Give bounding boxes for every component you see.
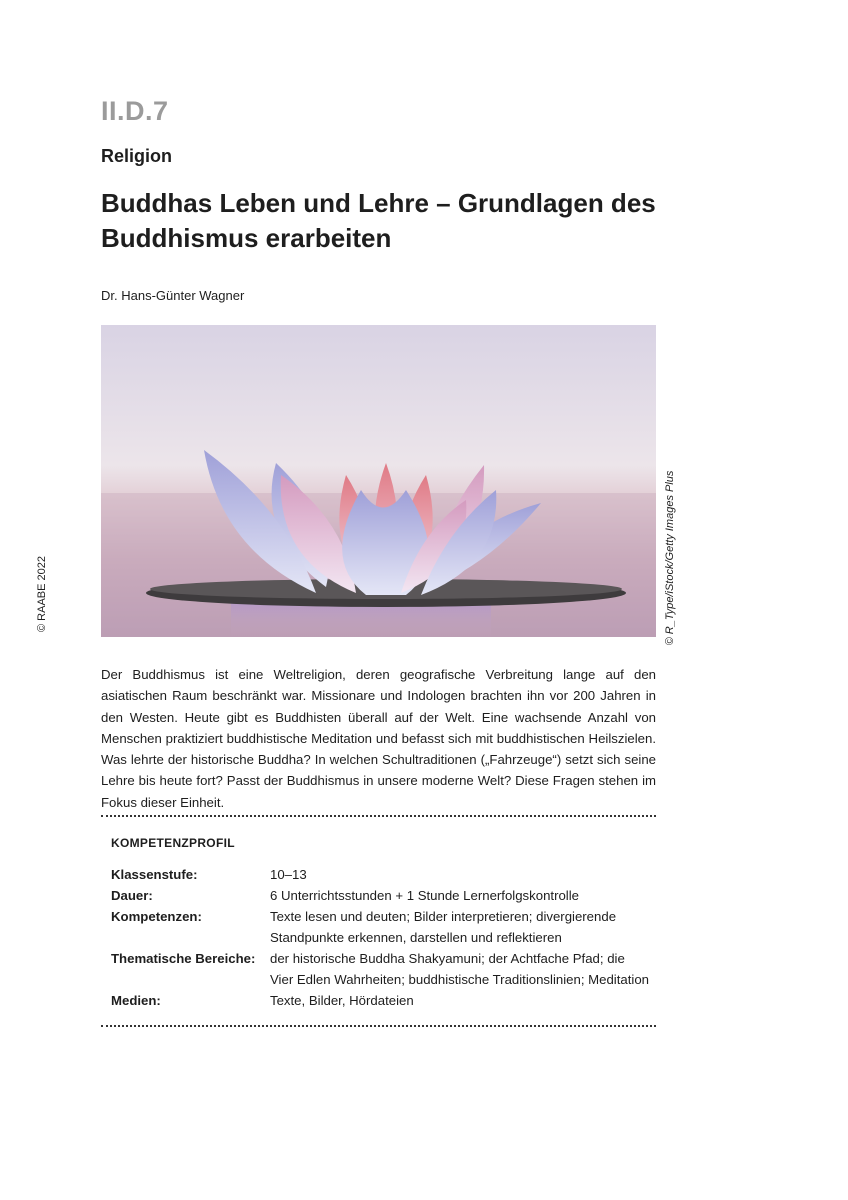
profile-label: Dauer: — [111, 888, 153, 903]
copyright-notice: © RAABE 2022 — [36, 556, 48, 632]
profile-value: Texte lesen und deuten; Bilder interpretieren; divergierende Standpunkte erkennen, darstellen und reflektieren — [270, 909, 617, 945]
profile-label: Medien: — [111, 993, 161, 1008]
profile-label: Kompetenzen: — [111, 909, 202, 924]
profile-value: der historische Buddha Shakyamuni; der Achtfache Pfad; die Vier Edlen Wahrheiten; buddhistische Traditionslinien; Meditation — [270, 951, 649, 987]
intro-paragraph: Der Buddhismus ist eine Weltreligion, deren geografische Verbreitung lange auf den asiatischen Raum beschränkt war. Missionare und Indologen brachten ihn vor 200 Jahren in den Westen. Heute gibt es Buddhisten überall auf der Welt. Eine wachsende Anzahl von Menschen praktiziert buddhistische Meditation und befasst sich mit buddhistischen Heilszielen. Was lehrte der historische Buddha? In welchen Schultraditionen („Fahrzeuge“) setzt sich seine Lehre bis heute fort? Passt der Buddhismus in unsere moderne Welt? Diese Fragen stehen im Fokus dieser Einheit. — [101, 667, 656, 810]
subject-label: Religion — [101, 146, 172, 166]
dotted-divider-top — [101, 815, 656, 817]
profile-label: Klassenstufe: — [111, 867, 198, 882]
profile-heading: KOMPETENZPROFIL — [111, 836, 235, 850]
page-title: Buddhas Leben und Lehre – Grundlagen des Buddhismus erarbeiten — [101, 188, 656, 253]
author: Dr. Hans-Günter Wagner — [101, 288, 245, 303]
section-code: II.D.7 — [101, 96, 169, 126]
lotus-flower-image — [101, 325, 656, 637]
profile-value: 6 Unterrichtsstunden + 1 Stunde Lernerfolgskontrolle — [270, 888, 579, 903]
profile-value: 10–13 — [270, 867, 307, 882]
profile-label: Thematische Bereiche: — [111, 951, 256, 966]
dotted-divider-bottom — [101, 1025, 656, 1027]
profile-value: Texte, Bilder, Hördateien — [270, 993, 414, 1008]
photo-credit: © R_Type/iStock/Getty Images Plus — [664, 470, 676, 646]
